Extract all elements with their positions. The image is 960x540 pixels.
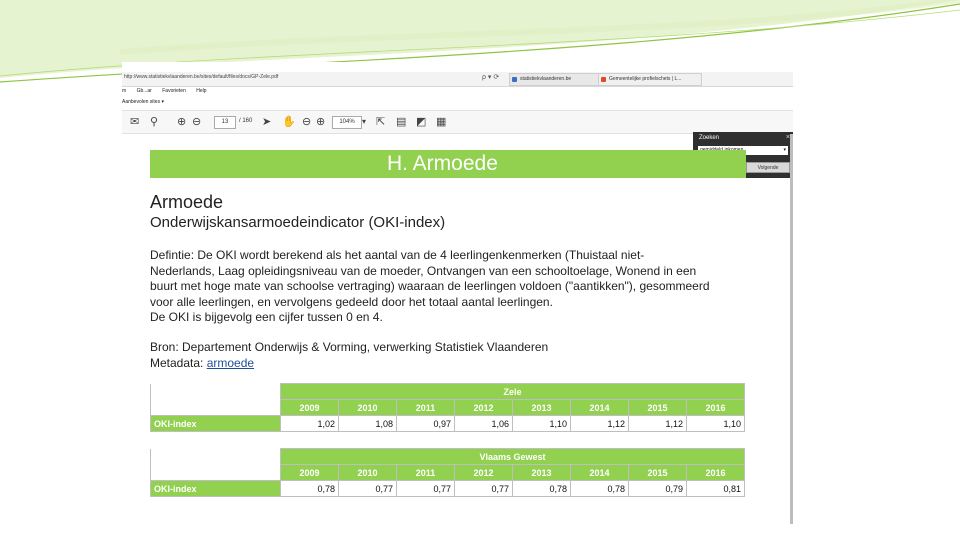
pdf-page xyxy=(150,150,746,520)
year-header: 2010 xyxy=(339,465,397,481)
year-header: 2014 xyxy=(571,465,629,481)
cursor-icon[interactable]: ➤ xyxy=(262,116,272,128)
table-cell: 0,77 xyxy=(455,481,513,497)
year-header: 2011 xyxy=(397,465,455,481)
year-header: 2013 xyxy=(513,465,571,481)
definition-text xyxy=(150,248,750,326)
address-actions-icon[interactable]: ρ ▾ ⟳ xyxy=(482,74,500,81)
menu-item-help[interactable]: Help xyxy=(196,88,207,94)
table-region-header: Vlaams Gewest xyxy=(281,449,745,465)
arrow-up-icon[interactable]: ⊕ xyxy=(177,116,187,128)
favicon-icon xyxy=(512,77,517,82)
address-bar[interactable] xyxy=(122,72,793,87)
table-region-header: Zele xyxy=(281,384,745,400)
table-corner xyxy=(151,384,281,400)
year-header: 2009 xyxy=(281,400,339,416)
table-cell: 0,77 xyxy=(397,481,455,497)
source-text xyxy=(150,340,548,371)
mail-icon[interactable]: ✉ xyxy=(130,116,140,128)
scrollbar[interactable] xyxy=(790,134,793,524)
metadata-label: Metadata: xyxy=(150,355,207,370)
fit-width-icon[interactable]: ▤ xyxy=(396,116,407,128)
zoom-dropdown-icon[interactable]: ▾ xyxy=(362,117,367,126)
arrow-down-icon[interactable]: ⊖ xyxy=(192,116,202,128)
data-table-zele xyxy=(150,383,745,432)
table-cell: 0,81 xyxy=(687,481,745,497)
page-subheading: Onderwijskansarmoedeindicator (OKI-index) xyxy=(150,214,446,231)
favicon-icon xyxy=(601,77,606,82)
year-header: 2015 xyxy=(629,465,687,481)
fullscreen-icon[interactable]: ◩ xyxy=(416,116,427,128)
table-cell: 1,10 xyxy=(513,416,571,432)
table-cell: 0,78 xyxy=(571,481,629,497)
menu-item[interactable]: m xyxy=(122,88,127,94)
tab-label: Gemeentelijke profielschets | L... xyxy=(609,76,682,82)
zoom-out-icon[interactable]: ⊖ xyxy=(302,116,312,128)
table-cell: 1,06 xyxy=(455,416,513,432)
table-cell: 1,08 xyxy=(339,416,397,432)
year-header: 2012 xyxy=(455,400,513,416)
find-title: Zoeken xyxy=(699,135,720,141)
bookmark-item[interactable]: Aanbevolen sites ▾ xyxy=(122,99,164,105)
year-header: 2014 xyxy=(571,400,629,416)
year-header: 2011 xyxy=(397,400,455,416)
table-corner xyxy=(151,449,281,465)
menu-item-favorieten[interactable]: Favorieten xyxy=(162,88,186,94)
year-header: 2016 xyxy=(687,465,745,481)
year-header: 2009 xyxy=(281,465,339,481)
zoom-select[interactable]: 104% xyxy=(332,116,362,129)
section-title: H. Armoede xyxy=(387,152,498,175)
page-total: / 160 xyxy=(239,118,253,124)
year-header: 2015 xyxy=(629,400,687,416)
year-header: 2016 xyxy=(687,400,745,416)
year-header: 2010 xyxy=(339,400,397,416)
tab-statistiek[interactable] xyxy=(509,73,605,86)
table-cell: 1,12 xyxy=(571,416,629,432)
table-cell: 1,10 xyxy=(687,416,745,432)
section-banner xyxy=(150,150,746,178)
page-heading: Armoede xyxy=(150,192,224,212)
fit-page-icon[interactable]: ⇱ xyxy=(376,116,386,128)
definition-line: buurt met hoge mate van schoolse vertraging) waaraan de leerlingen voldoen ("aantikken"), gesommeerd xyxy=(150,279,710,293)
chevron-down-icon[interactable]: ▾ xyxy=(783,147,786,153)
year-header: 2012 xyxy=(455,465,513,481)
table-cell: 1,02 xyxy=(281,416,339,432)
page-number-input[interactable]: 13 xyxy=(214,116,236,129)
definition-line: Nederlands, Laag opleidingsniveau van de moeder, Ontvangen van een schooltoelage, Wonend in een xyxy=(150,263,697,278)
tab-gemeente[interactable] xyxy=(598,73,702,86)
table-cell: 0,78 xyxy=(513,481,571,497)
table-cell: 0,79 xyxy=(629,481,687,497)
metadata-line xyxy=(150,356,548,372)
menu-bar xyxy=(122,88,216,96)
year-header: 2013 xyxy=(513,400,571,416)
table-cell: 0,78 xyxy=(281,481,339,497)
search-icon[interactable]: ⚲ xyxy=(150,116,159,128)
table-row xyxy=(151,416,745,432)
table-row xyxy=(151,481,745,497)
hand-icon[interactable]: ✋ xyxy=(282,116,296,128)
row-label: OKI-index xyxy=(151,481,281,497)
definition-line: Defintie: De OKI wordt berekend als het aantal van de 4 leerlingenkenmerken (Thuistaal niet- xyxy=(150,248,645,262)
url-text[interactable]: http://www.statistiekvlaanderen.be/sites/default/files/docs/GP-Zele.pdf xyxy=(124,74,279,80)
definition-line: voor alle leerlingen, en vervolgens gedeeld door het totaal aantal leerlingen. xyxy=(150,294,553,309)
table-cell: 0,97 xyxy=(397,416,455,432)
tab-label: statistiekvlaanderen.be xyxy=(520,76,572,82)
row-label: OKI-index xyxy=(151,416,281,432)
table-cell: 1,12 xyxy=(629,416,687,432)
close-icon[interactable]: × xyxy=(785,134,790,141)
find-next-button[interactable]: Volgende xyxy=(746,162,790,173)
data-table-vlaams-gewest xyxy=(150,448,745,497)
menu-item-bestand[interactable]: Gb...ar xyxy=(136,88,152,94)
reading-mode-icon[interactable]: ▦ xyxy=(436,116,447,128)
definition-line: De OKI is bijgevolg een cijfer tussen 0 en 4. xyxy=(150,310,383,324)
table-cell: 0,77 xyxy=(339,481,397,497)
zoom-in-icon[interactable]: ⊕ xyxy=(316,116,326,128)
source-line: Bron: Departement Onderwijs & Vorming, verwerking Statistiek Vlaanderen xyxy=(150,340,549,354)
pdf-toolbar xyxy=(122,110,793,134)
metadata-link[interactable]: armoede xyxy=(206,355,255,370)
